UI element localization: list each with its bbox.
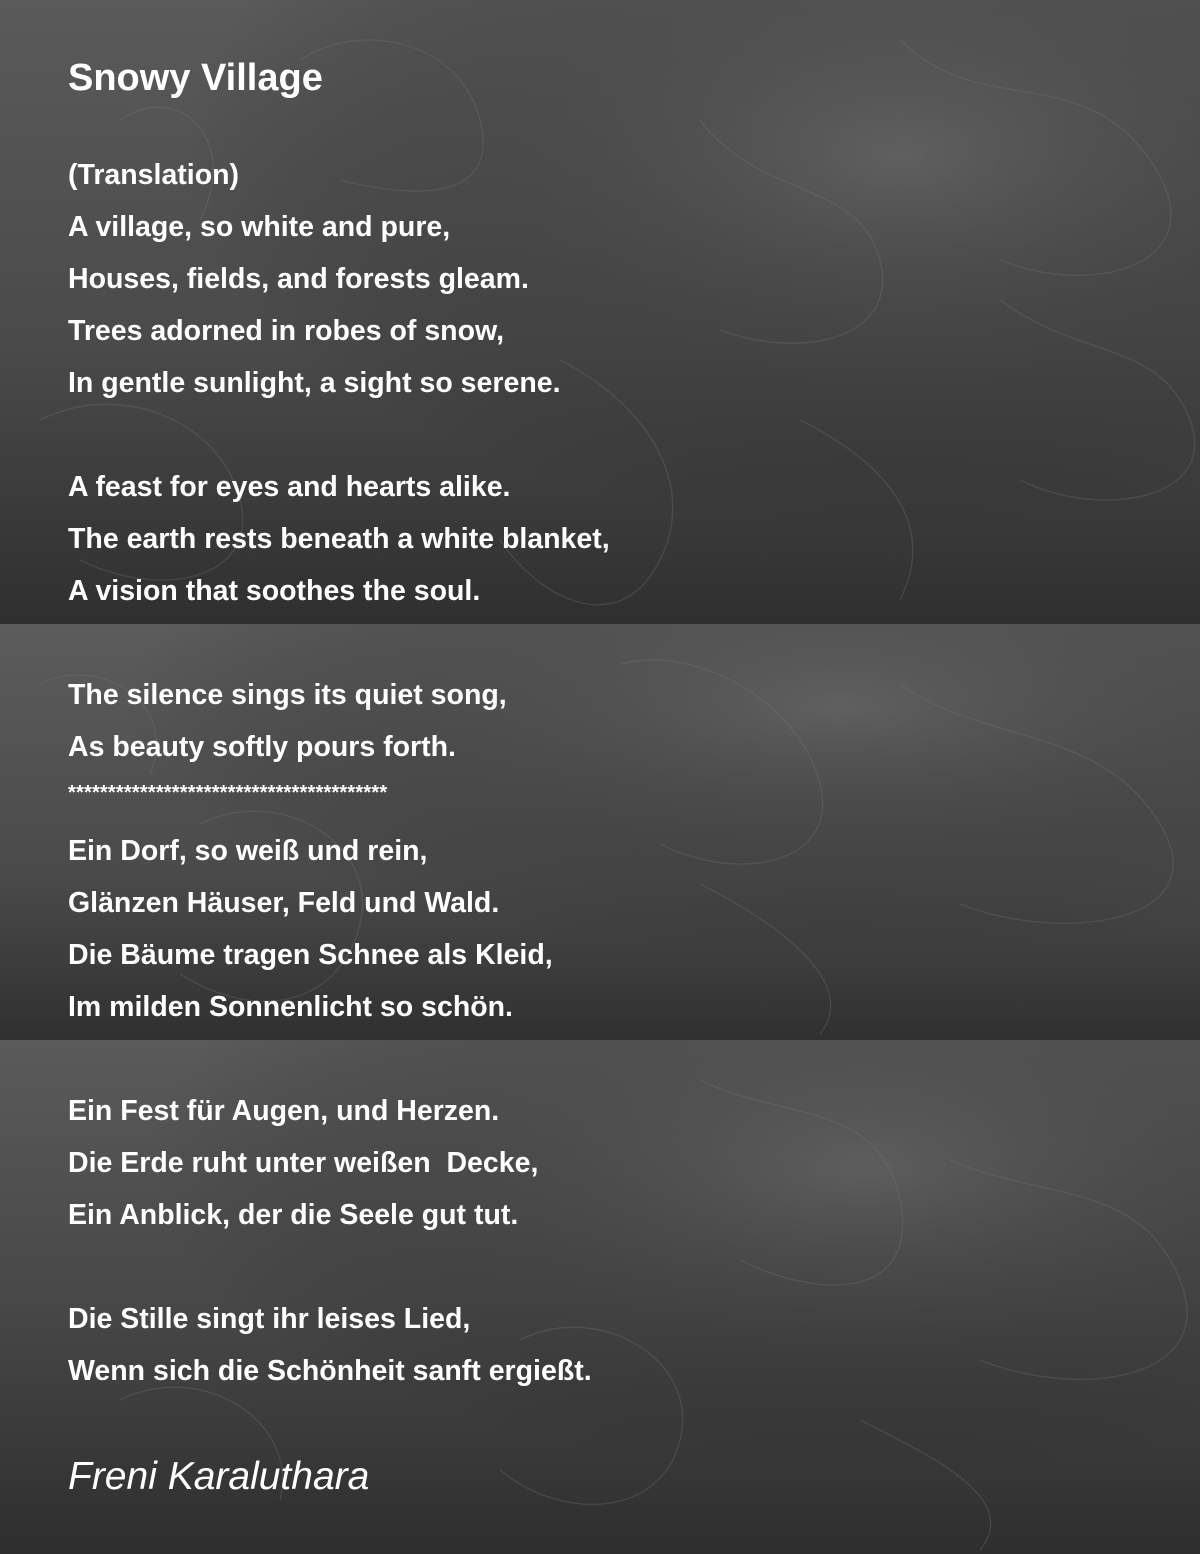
poem-line: The silence sings its quiet song, [68, 679, 507, 711]
poem-line: In gentle sunlight, a sight so serene. [68, 367, 561, 399]
poem-line: A vision that soothes the soul. [68, 575, 481, 607]
stanza-break [68, 621, 610, 673]
author-name: Freni Karaluthara [68, 1455, 370, 1498]
poem-line: A village, so white and pure, [68, 211, 451, 243]
poem-line: Ein Fest für Augen, und Herzen. [68, 1095, 500, 1127]
poem-line: (Translation) [68, 159, 240, 191]
poem-line: Die Stille singt ihr leises Lied, [68, 1303, 471, 1335]
poem-line: Glänzen Häuser, Feld und Wald. [68, 887, 500, 919]
stanza-break [68, 413, 610, 465]
poem-line: The earth rests beneath a white blanket, [68, 523, 610, 555]
poem-body [68, 153, 610, 1401]
poem-line: Houses, fields, and forests gleam. [68, 263, 529, 295]
poem-line: Die Bäume tragen Schnee als Kleid, [68, 939, 553, 971]
stanza-break [68, 1245, 610, 1297]
stanza-break [68, 1037, 610, 1089]
poem-line: As beauty softly pours forth. [68, 731, 456, 763]
poem-line: Im milden Sonnenlicht so schön. [68, 991, 513, 1023]
poem-line: A feast for eyes and hearts alike. [68, 471, 511, 503]
section-divider: **************************************** [68, 782, 388, 804]
poem-line: Trees adorned in robes of snow, [68, 315, 505, 347]
poem-title: Snowy Village [68, 57, 323, 99]
poem-line: Ein Anblick, der die Seele gut tut. [68, 1199, 519, 1231]
poem-line: Die Erde ruht unter weißen Decke, [68, 1147, 539, 1179]
poem-line: Wenn sich die Schönheit sanft ergießt. [68, 1355, 592, 1387]
poem-line: Ein Dorf, so weiß und rein, [68, 835, 428, 867]
